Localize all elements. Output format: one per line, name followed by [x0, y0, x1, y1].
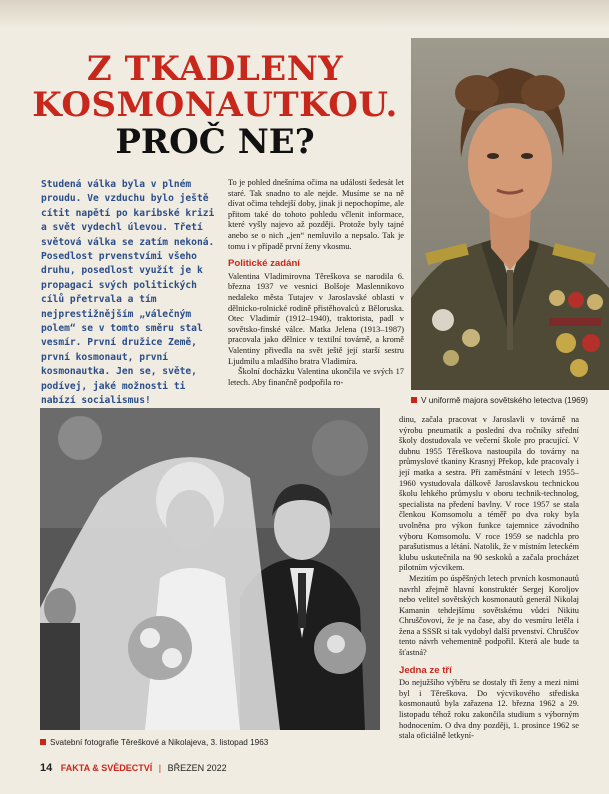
right-column	[399, 415, 579, 742]
title-line-2: KOSMONAUTKOU.	[32, 84, 398, 125]
subhead-one-of-three: Jedna ze tří	[399, 664, 452, 676]
caption-marker	[411, 397, 417, 403]
wedding-photo	[40, 408, 380, 730]
wedding-illustration	[40, 408, 380, 730]
subhead-political: Politické zadání	[228, 258, 300, 270]
middle-column	[228, 178, 404, 388]
portrait-caption	[411, 396, 588, 405]
portrait-caption-text: V uniformě majora sovětského letectva (1969)	[421, 396, 589, 405]
portrait-illustration	[411, 38, 609, 390]
right-paragraph-3: Do nejužšího výběru se dostaly tři ženy a mezi nimi byl i Těreškova. Do výcvikového střediska kosmonautů byla zařazena 12. března 1962 a 29. listopadu téhož roku zakončila studium s výborným hodnocením. O dva dny později, 1. prosince 1962 se stala oficiálně letkyní-	[399, 678, 579, 741]
magazine-name: FAKTA & SVĚDECTVÍ	[60, 763, 153, 773]
intro-paragraph: Studená válka byla v plném proudu. Ve vzduchu bylo ještě cítit napětí po karibské krizi a svět vydechl úlevou. Třetí světová válka se zatím nekoná. Posedlost prvenstvími všeho druhu, posedlost využít je k propagaci svých politických cílů přetrvala a tím nejprestižnějším „válečným polem“ se v tomto směru stal vesmír. První družice Země, první kosmonaut, první kosmonautka. Jen se, světe, podívej, jaké možnosti ti nabízí socialismus!	[41, 179, 215, 407]
title-line-3: PROČ NE?	[115, 122, 315, 163]
page-footer	[40, 762, 227, 774]
mid-paragraph-3: Školní docházku Valentina ukončila ve svých 17 letech. Aby finančně podpořila ro-	[228, 367, 404, 387]
page-number: 14	[40, 762, 53, 774]
wedding-caption	[40, 738, 268, 747]
mid-paragraph-1: To je pohled dnešníma očima na události šedesát let staré. Tak snadno to ale nejde. Musíme se na ně dívat očima tehdejší doby, jinak ji nepochopíme, ale přitom také do tohoto pohledu včlenit informace, které vyšly najevo až později. Protože byly tajné anebo se o nich „jen“ nemluvilo a nepsalo. Tak je tomu i v případě první ženy vkosmu.	[228, 178, 404, 251]
right-paragraph-2: Mezitím po úspěšných letech prvních kosmonautů navrhl zřejmě hlavní konstruktér Sergej Koroljov nebo velitel sovětských kosmonautů generál Nikolaj Kamanin tehdejšímu sovětskému vůdci Nikitu Chruščovovi, že je na čase, aby do vesmíru letěla i žena a SSSR si tak vydobyl další prvenství. Chruščov tento návrh vehementně podpořil. Která ale bude ta šťastná?	[399, 573, 579, 658]
issue-date: BŘEZEN 2022	[167, 763, 227, 773]
caption-marker	[40, 739, 46, 745]
right-paragraph-1: dinu, začala pracovat v Jaroslavli v továrně na výrobu pneumatik a poslední dva ročníky střední školy dostudovala ve večerní škole pro pracující. V dubnu 1955 Těreškova nastoupila do továrny na průmyslové tkaniny Krasnyj Překop, kde pracovaly i její matka a sestra. Při zaměstnání v letech 1955–1960 vystudovala dálkově Jaroslavskou technickou školu lehkého průmyslu v oboru technik-technolog, specialista na předení bavlny. V roce 1957 se stala členkou Komsomolu a téměř po dva roky byla uvolněna pro výkon funkce tajemnice závodního výboru Komsomolu. V roce 1959 se nadchla pro parašutismus a létání. Natolik, že v místním leteckém klubu uskutečnila na 90 seskoků a začala procházet pilotním výcvikem.	[399, 415, 579, 573]
article-title	[30, 49, 400, 163]
paper-edge	[0, 0, 609, 28]
wedding-caption-text: Svatební fotografie Těreškové a Nikolajeva, 3. listopad 1963	[50, 738, 269, 747]
portrait-photo	[411, 38, 609, 390]
footer-separator: |	[158, 763, 162, 773]
mid-paragraph-2: Valentina Vladimirovna Těreškova se narodila 6. března 1937 ve vesnici Bolšoje Maslennikovo nedaleko města Tutajev v Jaroslavské oblasti v dělnicko-rolnické rodině přistěhovalců z Běloruska. Otec Vladimír (1912–1940), traktorista, padl v sovětsko-finské válce. Matka Jelena (1913–1987) pracovala jako dělnice v textilní továrně, a kromě Valentiny přivedla na svět ještě její starší sestru Ljudmilu a mladšího bratra Vladimíra.	[228, 271, 404, 366]
title-line-1: Z TKADLENY	[86, 49, 344, 89]
